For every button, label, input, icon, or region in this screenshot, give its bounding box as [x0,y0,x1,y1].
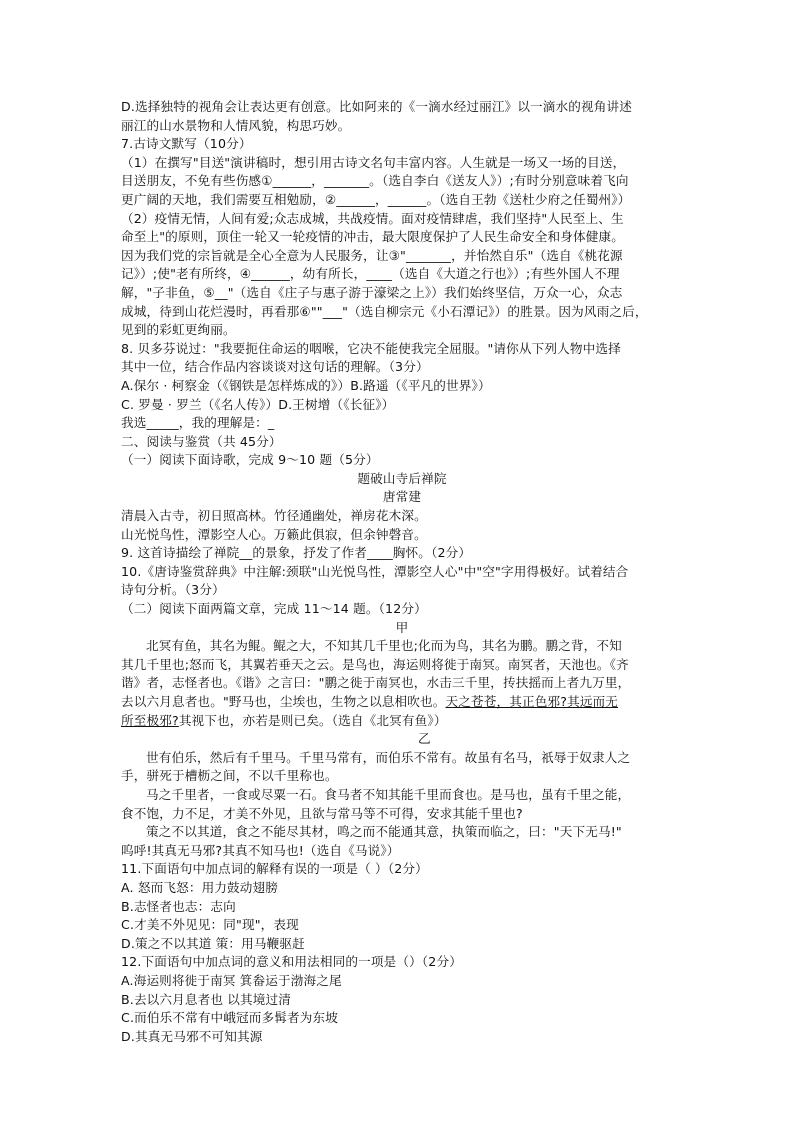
text-line [121,823,683,842]
line-text: C.而伯乐不常有中峨冠而多髯者为东坡 [121,1010,338,1026]
text-line [121,1028,683,1047]
line-text: D.其真无马邪不可知其源 [121,1028,263,1044]
line-text: 乙 [418,731,431,747]
text-line [121,172,683,191]
text-line [121,135,683,154]
line-text: 我选_____，我的理解是：_ [121,415,275,431]
text-line [121,284,683,303]
text-line [121,805,683,824]
text-line [121,98,683,117]
line-text: 去以六月息者也。"野马也，尘埃也，生物之以息相吹也。 [121,694,446,709]
line-text: 命至上"的原则，顶住一轮又一轮疫情的冲击，最大限度保护了人民生命安全和身体健康。 [121,229,624,245]
text-line [121,767,683,786]
line-text: 因为我们党的宗旨就是全心全意为人民服务，让③"_______，并怡然自乐"（选自《桃花源 [121,247,623,263]
text-line [121,377,683,396]
document-page [121,98,683,1046]
line-text: 世有伯乐，然后有千里马。千里马常有，而伯乐不常有。故虽有名马，祇辱于奴隶人之 [146,749,631,765]
text-line [121,321,683,340]
text-line [121,526,683,545]
line-text: 更广阔的天地，我们需要互相勉励，②______，______。（选自王勃《送杜少府之任蜀州》） [121,191,631,207]
text-line [121,507,683,526]
text-line [121,916,683,935]
line-text: 唐常建 [382,489,422,505]
text-line [121,953,683,972]
text-line [121,898,683,917]
underlined-text: 天之苍苍，其正色邪?其远而无 [445,694,619,709]
line-text: 甲 [395,619,409,635]
line-text: B.志怪者也志：志向 [121,898,236,914]
line-text: 目送朋友，不免有些伤感①______，_______。（选自李白《送友人》）;有时分别意味着飞向 [121,173,629,189]
line-text-after: 其视下也，亦若是则已矣。（选自《北冥有鱼》） [178,712,447,728]
text-line [121,470,683,489]
text-line [121,879,683,898]
line-text: D.策之不以其道 策：用马鞭驱赶 [121,935,305,951]
line-text: 丽江的山水景物和人情风貌，构思巧妙。 [121,117,351,133]
text-line [121,619,683,638]
line-text: 解，"子非鱼，⑤__"（选自《庄子与惠子游于濠梁之上》）我们始终坚信，万众一心，众志 [121,284,623,300]
text-line [121,414,683,433]
text-line [121,488,683,507]
text-line [121,656,683,675]
line-text: 策之不以其道，食之不能尽其材，鸣之而不能通其意，执策而临之，曰："天下无马!" [146,824,622,840]
line-text: A.海运则将徙于南冥 箕畚运于渤海之尾 [121,972,342,988]
text-line [121,154,683,173]
line-text: 记》）;使"老有所终，④______，幼有所长，____（选自《大道之行也》）;有些外国人不理 [121,266,620,282]
text-line [121,1009,683,1028]
line-text: 见到的彩虹更绚丽。 [121,322,236,338]
line-text: 清晨入古寺，初日照高林。竹径通幽处，禅房花木深。 [121,508,427,524]
line-text: 山光悦鸟性，潭影空人心。万籁此俱寂，但余钟磬音。 [121,526,427,542]
line-text: 题破山寺后禅院 [357,470,447,486]
text-line [121,451,683,470]
line-text: 11.下面语句中加点词的解释有误的一项是（ ）（2分） [121,861,428,877]
text-line [121,544,683,563]
line-text: C. 罗曼 · 罗兰（《名人传》）D.王树增（《长征》） [121,396,395,412]
line-text: A.保尔 · 柯察金（《钢铁是怎样炼成的》）B.路遥（《平凡的世界》） [121,377,491,393]
text-line [121,860,683,879]
line-text: 北冥有鱼，其名为鲲。鲲之大，不知其几千里也;化而为鸟，其名为鹏。鹏之背，不知 [146,638,622,654]
underlined-text: 所至极邪? [121,712,179,728]
text-line [121,247,683,266]
line-text: （一）阅读下面诗歌，完成 9～10 题（5分） [121,452,379,468]
text-line [121,396,683,415]
line-text: 食不饱，力不足，才美不外见，且欲与常马等不可得，安求其能千里也? [121,805,523,821]
line-text: B.去以六月息者也 以其境过清 [121,991,292,1007]
line-text: D.选择独特的视角会让表达更有创意。比如阿来的《一滴水经过丽江》以一滴水的视角讲述 [121,99,633,114]
text-line [121,191,683,210]
line-text: （1）在撰写"目送"演讲稿时，想引用古诗文名句丰富内容。人生就是一场又一场的目送， [121,154,626,170]
line-text: 呜呼!其真无马邪?其真不知马也!（选自《马说》） [121,842,400,858]
line-text: C.才美不外见见：同"现"，表现 [121,917,299,933]
text-line [121,600,683,619]
text-line [121,972,683,991]
text-line [121,786,683,805]
text-line [121,749,683,768]
line-text: 二、阅读与鉴赏（共 45分） [121,433,282,449]
text-line [121,991,683,1010]
text-line [121,265,683,284]
line-text: 谐》者，志怪者也。《谐》之言曰："鹏之徙于南冥也，水击三千里，抟扶摇而上者九万里， [121,675,631,691]
text-line [121,210,683,229]
line-text: 成城，待到山花烂漫时，再看那⑥""___"（选自柳宗元《小石潭记》）的胜景。因为风雨之后， [121,303,648,319]
text-line [121,935,683,954]
text-line [121,674,683,693]
line-text: 9. 这首诗描绘了禅院__的景象，抒发了作者____胸怀。（2分） [121,545,472,561]
text-line [121,842,683,861]
line-text: 其几千里也;怒而飞，其翼若垂天之云。是鸟也，海运则将徙于南冥。南冥者，天池也。《齐 [121,656,629,672]
line-text: A. 怒而飞怒：用力鼓动翅膀 [121,879,279,895]
text-line [121,303,683,322]
text-line [121,730,683,749]
line-text: 诗句分析。（3分） [121,582,225,598]
text-line [121,637,683,656]
line-text: 8. 贝多芬说过："我要扼住命运的咽喉，它决不能使我完全屈服。"请你从下列人物中选择 [121,340,621,356]
text-line [121,228,683,247]
line-text: 手，骈死于槽枥之间，不以千里称也。 [121,768,338,784]
text-line [121,358,683,377]
text-line [121,693,683,712]
text-line [121,563,683,582]
line-text: （二）阅读下面两篇文章，完成 11～14 题。（12分） [121,601,427,617]
line-text: 10.《唐诗鉴赏辞典》中注解:颈联"山光悦鸟性，潭影空人心"中"空"字用得极好。试着结合 [121,563,629,579]
text-line [121,712,683,731]
text-line [121,433,683,452]
text-line [121,581,683,600]
line-text: （2）疫情无情，人间有爱;众志成城，共战疫情。面对疫情肆虐，我们坚持"人民至上、生 [121,210,624,226]
text-line [121,340,683,359]
line-text: 马之千里者，一食或尽粟一石。食马者不知其能千里而食也。是马也，虽有千里之能， [146,786,631,802]
line-text: 其中一位，结合作品内容谈谈对这句话的理解。（3分） [121,359,429,375]
line-text: 12.下面语句中加点词的意义和用法相同的一项是（）（2分） [121,954,462,970]
text-line [121,117,683,136]
line-text: 7.古诗文默写（10分） [121,136,252,152]
